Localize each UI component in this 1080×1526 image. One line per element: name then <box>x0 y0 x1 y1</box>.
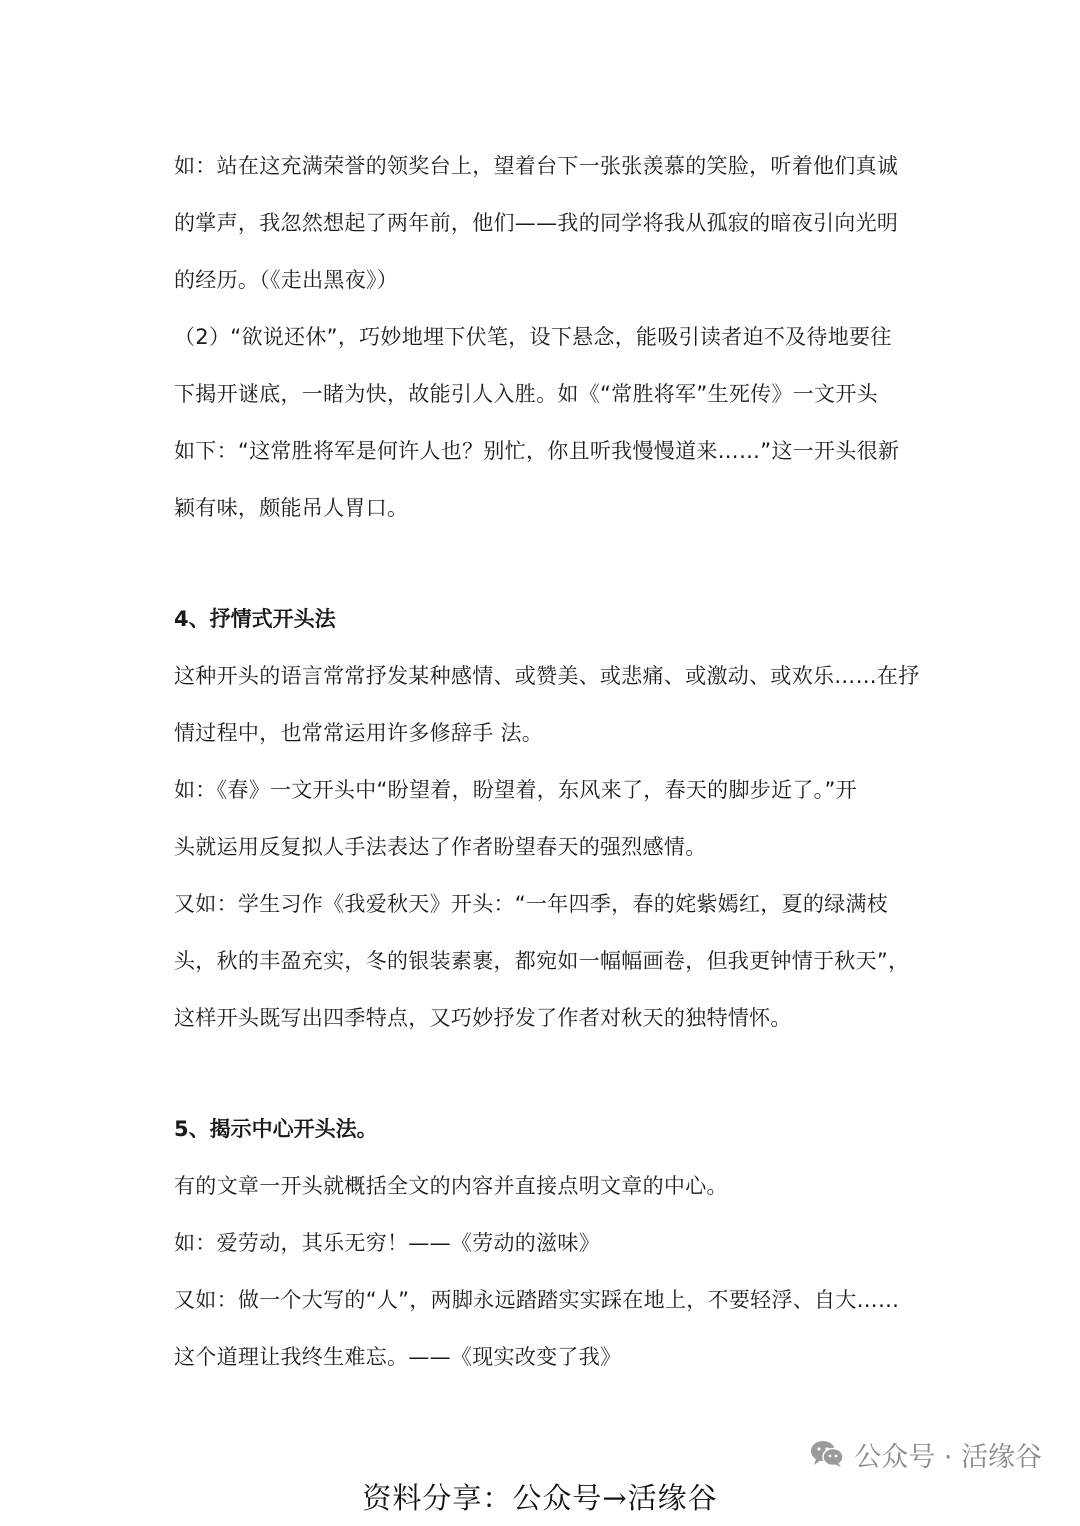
paragraph-line: 如：《春》一文开头中“盼望着，盼望着，东风来了，春天的脚步近了。”开 <box>174 778 857 802</box>
paragraph-line: 又如：学生习作《我爱秋天》开头：“一年四季，春的姹紫嫣红，夏的绿满枝 <box>174 892 889 916</box>
paragraph-line: （2）“欲说还休”，巧妙地埋下伏笔，设下悬念，能吸引读者迫不及待地要往 <box>174 325 892 349</box>
paragraph-line: 的掌声，我忽然想起了两年前，他们——我的同学将我从孤寂的暗夜引向光明 <box>174 211 899 235</box>
section-gap <box>174 537 914 591</box>
paragraph-line: 如：站在这充满荣誉的领奖台上，望着台下一张张羡慕的笑脸，听着他们真诚 <box>174 154 899 178</box>
paragraph-line: 的经历。（《走出黑夜》） <box>174 268 399 292</box>
section-5 <box>174 1101 914 1386</box>
paragraph-line: 下揭开谜底，一睹为快，故能引人入胜。如《“常胜将军”生死传》一文开头 <box>174 382 878 406</box>
paragraph-line: 如：爱劳动，其乐无穷！——《劳动的滋味》 <box>174 1231 600 1255</box>
wechat-icon <box>810 1440 844 1468</box>
paragraph-line: 这样开头既写出四季特点，又巧妙抒发了作者对秋天的独特情怀。 <box>174 1006 792 1030</box>
paragraph-line: 这个道理让我终生难忘。——《现实改变了我》 <box>174 1345 622 1369</box>
section-4 <box>174 591 920 1047</box>
section-heading: 5、揭示中心开头法。 <box>174 1117 378 1141</box>
paragraph-line: 头就运用反复拟人手法表达了作者盼望春天的强烈感情。 <box>174 835 707 859</box>
paragraph-line: 如下：“这常胜将军是何许人也？别忙，你且听我慢慢道来……”这一开头很新 <box>174 439 900 463</box>
paragraph-line: 颖有味，颇能吊人胃口。 <box>174 496 409 520</box>
paragraph-line: 情过程中，也常常运用许多修辞手 法。 <box>174 721 544 745</box>
section-gap <box>174 1047 914 1101</box>
paragraph-line: 有的文章一开头就概括全文的内容并直接点明文章的中心。 <box>174 1174 728 1198</box>
paragraph-line: 这种开头的语言常常抒发某种感情、或赞美、或悲痛、或激动、或欢乐……在抒 <box>174 664 920 688</box>
section-heading: 4、抒情式开头法 <box>174 607 336 631</box>
watermark <box>810 1434 1042 1474</box>
paragraph-line: 又如：做一个大写的“人”，两脚永远踏踏实实踩在地上，不要轻浮、自大…… <box>174 1288 900 1312</box>
section-3-continuation <box>174 138 914 537</box>
paragraph-line: 头，秋的丰盈充实，冬的银装素裹，都宛如一幅幅画卷，但我更钟情于秋天”， <box>174 949 910 973</box>
footer-text: 资料分享：公众号→活缘谷 <box>362 1481 718 1515</box>
watermark-text: 公众号 · 活缘谷 <box>854 1441 1042 1473</box>
document-body <box>174 138 920 1386</box>
